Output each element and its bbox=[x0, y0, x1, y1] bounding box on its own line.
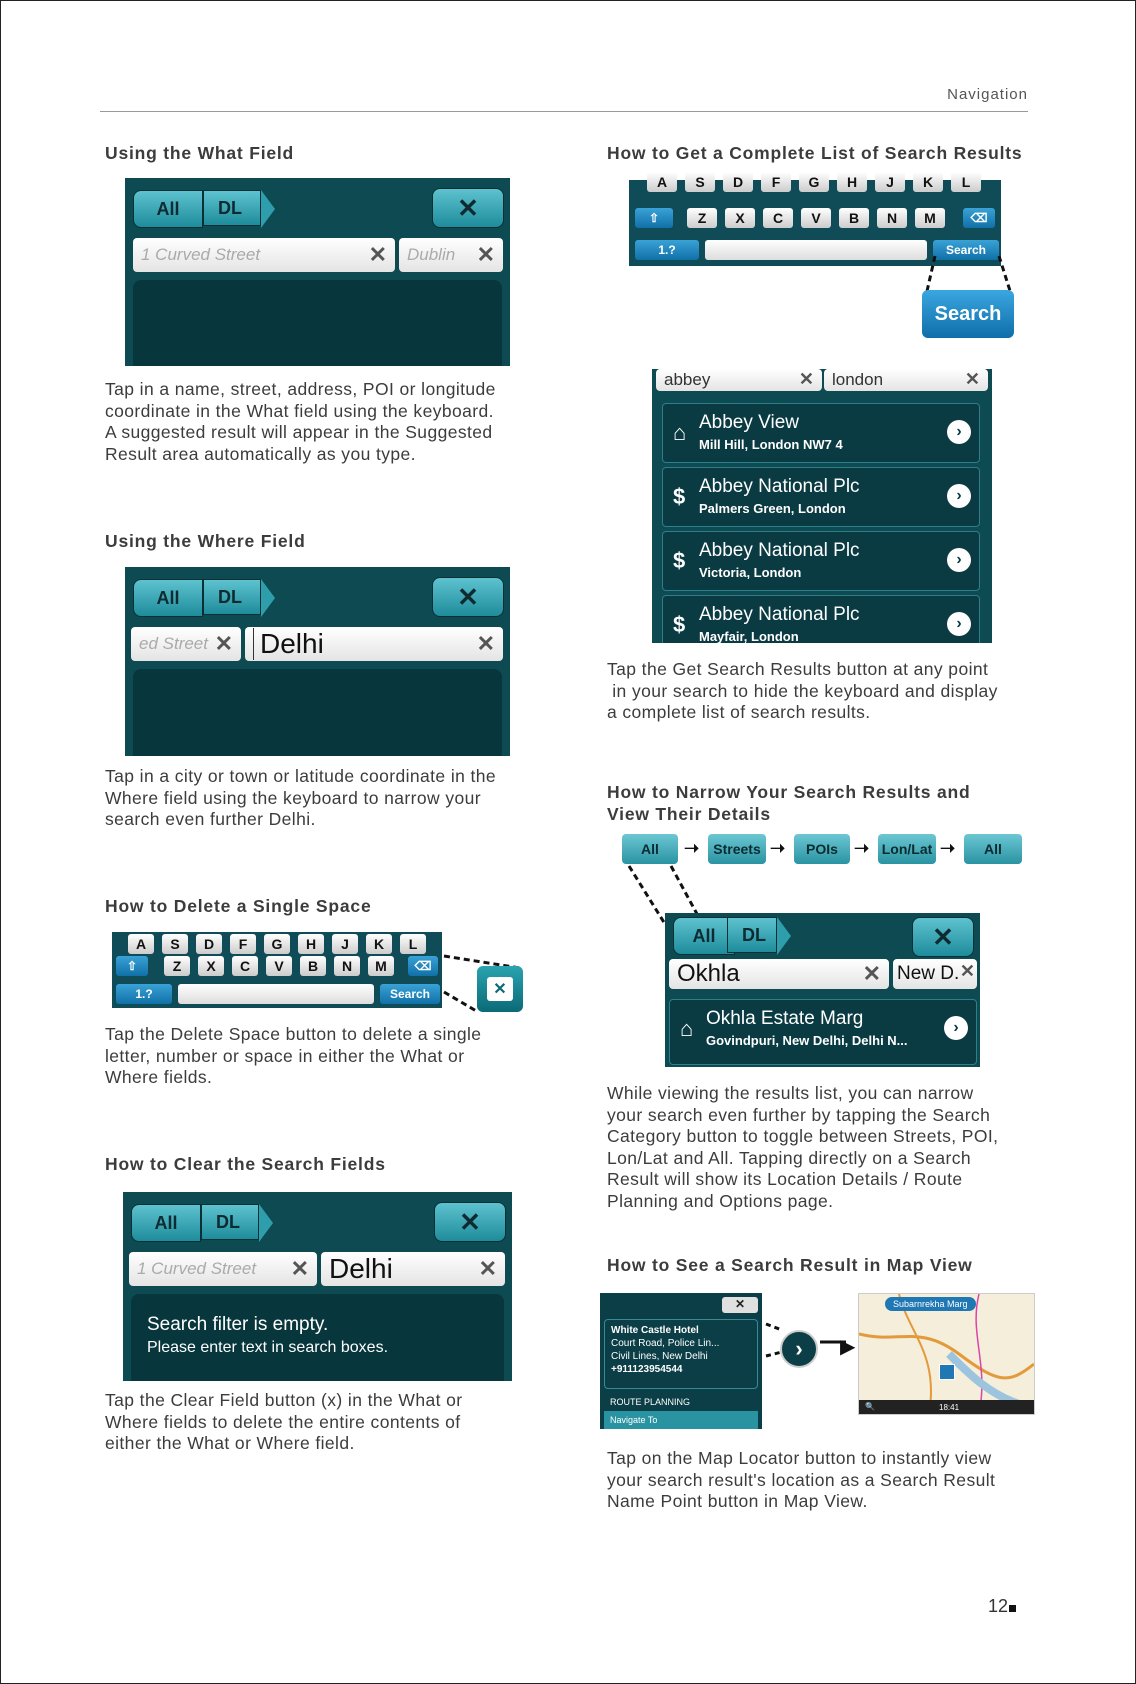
map-status-bar: 🔍 18:41 bbox=[859, 1400, 1034, 1414]
map-roads bbox=[859, 1294, 1034, 1414]
navigate-to-button[interactable]: Navigate To bbox=[604, 1411, 758, 1429]
suggested-result-area bbox=[133, 280, 502, 366]
key-g[interactable]: G bbox=[264, 934, 290, 954]
search-key[interactable]: Search bbox=[933, 240, 999, 260]
what-field-text: ed Street bbox=[139, 634, 208, 653]
key-z[interactable]: Z bbox=[164, 956, 190, 976]
empty-filter-message: Search filter is empty. Please enter text in search boxes. bbox=[131, 1294, 504, 1381]
location-details-card: White Castle Hotel Court Road, Police Lin... Civil Lines, New Delhi +911123954544 bbox=[604, 1319, 758, 1389]
space-key[interactable] bbox=[705, 240, 927, 260]
all-category-button[interactable]: All bbox=[131, 1204, 201, 1242]
key-j[interactable]: J bbox=[875, 172, 905, 192]
dollar-icon: $ bbox=[673, 484, 686, 509]
key-k[interactable]: K bbox=[913, 172, 943, 192]
key-j[interactable]: J bbox=[332, 934, 358, 954]
what-field[interactable]: Okhla ✕ bbox=[669, 959, 889, 989]
clear-fields-screenshot bbox=[123, 1192, 512, 1381]
heading-clear-fields: How to Clear the Search Fields bbox=[105, 1154, 386, 1174]
category-all-button[interactable]: All bbox=[622, 834, 678, 864]
section-header: Navigation bbox=[947, 86, 1028, 103]
dl-tab-arrow bbox=[261, 579, 275, 617]
shift-key[interactable]: ⇧ bbox=[635, 208, 673, 228]
key-s[interactable]: S bbox=[162, 934, 188, 954]
where-field-text: Delhi bbox=[253, 628, 324, 660]
clear-what-icon[interactable]: ✕ bbox=[368, 242, 387, 267]
heading-map-view: How to See a Search Result in Map View bbox=[607, 1255, 973, 1275]
dollar-icon: $ bbox=[673, 548, 686, 573]
close-button[interactable]: ✕ bbox=[432, 577, 504, 617]
key-x[interactable]: X bbox=[725, 208, 755, 228]
chevron-right-icon[interactable]: › bbox=[947, 612, 971, 636]
key-k[interactable]: K bbox=[366, 934, 392, 954]
key-a[interactable]: A bbox=[647, 172, 677, 192]
what-field-screenshot bbox=[125, 178, 510, 366]
key-x[interactable]: X bbox=[198, 956, 224, 976]
all-category-button[interactable]: All bbox=[133, 190, 203, 228]
key-c[interactable]: C bbox=[763, 208, 793, 228]
dl-category-button[interactable]: DL bbox=[203, 190, 261, 226]
dl-tab-arrow bbox=[777, 917, 791, 955]
arrow-icon: ➝ bbox=[770, 838, 786, 858]
key-n[interactable]: N bbox=[334, 956, 360, 976]
dl-category-button[interactable]: DL bbox=[727, 917, 777, 953]
header-divider bbox=[100, 111, 1028, 112]
what-field-description: Tap in a name, street, address, POI or longitude coordinate in the What field using the keyboard. A suggested result will appear in the Suggested Result area automatically as you type. bbox=[105, 379, 496, 464]
search-result-item[interactable]: ⌂ Okhla Estate Marg Govindpuri, New Delhi, Delhi N... › bbox=[669, 999, 977, 1065]
key-d[interactable]: D bbox=[723, 172, 753, 192]
key-l[interactable]: L bbox=[951, 172, 981, 192]
result-subtitle: Victoria, London bbox=[699, 565, 802, 580]
get-search-results-button[interactable]: Search bbox=[922, 290, 1014, 338]
map-view-screenshot bbox=[858, 1293, 1035, 1415]
narrow-results-description: While viewing the results list, you can narrow your search even further by tapping the Search Category button to toggle between Streets, POI, Lon/Lat and All. Tapping directly on a Search Result will show its Location Details / Route Planning and Options page. bbox=[607, 1083, 999, 1211]
key-l[interactable]: L bbox=[400, 934, 426, 954]
result-subtitle: Palmers Green, London bbox=[699, 501, 846, 516]
all-category-button[interactable]: All bbox=[133, 579, 203, 617]
where-field[interactable]: london ✕ bbox=[824, 369, 988, 391]
numbers-key[interactable]: 1.? bbox=[116, 984, 172, 1004]
dl-tab-arrow bbox=[261, 190, 275, 228]
search-result-item[interactable] bbox=[662, 595, 980, 643]
clear-where-icon[interactable]: ✕ bbox=[476, 631, 495, 656]
what-field-text: 1 Curved Street bbox=[141, 245, 261, 264]
heading-delete-space: How to Delete a Single Space bbox=[105, 896, 372, 916]
close-button[interactable]: ✕ bbox=[434, 1202, 506, 1242]
category-all-button-2[interactable]: All bbox=[964, 834, 1022, 864]
result-title: Abbey View bbox=[699, 412, 799, 433]
close-button[interactable]: ✕ bbox=[912, 917, 974, 957]
search-result-item[interactable] bbox=[662, 403, 980, 463]
location-pin-icon[interactable] bbox=[939, 1364, 955, 1380]
delete-key[interactable]: ⌫ bbox=[408, 956, 438, 976]
heading-complete-list: How to Get a Complete List of Search Results bbox=[607, 143, 1023, 163]
where-field[interactable] bbox=[399, 238, 503, 272]
where-field-description: Tap in a city or town or latitude coordinate in the Where field using the keyboard to narrow your search even further Delhi. bbox=[105, 766, 497, 829]
key-b[interactable]: B bbox=[839, 208, 869, 228]
clear-where-icon[interactable]: ✕ bbox=[478, 1256, 497, 1281]
key-z[interactable]: Z bbox=[687, 208, 717, 228]
route-planning-label: ROUTE PLANNING bbox=[610, 1397, 691, 1407]
clear-fields-description: Tap the Clear Field button (x) in the What or Where fields to delete the entire contents of either the What or Where field. bbox=[105, 1390, 463, 1453]
clear-what-icon[interactable]: ✕ bbox=[214, 631, 233, 656]
search-result-item[interactable] bbox=[662, 467, 980, 527]
chevron-right-icon[interactable]: › bbox=[947, 548, 971, 572]
result-title: Abbey National Plc bbox=[699, 604, 860, 625]
what-field[interactable] bbox=[129, 1252, 317, 1286]
key-f[interactable]: F bbox=[761, 172, 791, 192]
delete-key[interactable]: ⌫ bbox=[963, 208, 995, 228]
where-field[interactable] bbox=[245, 627, 503, 661]
heading-where-field: Using the Where Field bbox=[105, 531, 306, 551]
home-icon: ⌂ bbox=[680, 1016, 694, 1041]
search-results-list bbox=[652, 369, 992, 643]
complete-list-description: Tap the Get Search Results button at any point in your search to hide the keyboard and display a complete list of search results. bbox=[607, 659, 998, 722]
map-street-label: Subarnrekha Marg bbox=[885, 1297, 976, 1311]
location-details-screenshot bbox=[600, 1293, 762, 1429]
category-pois-button[interactable]: POIs bbox=[794, 834, 850, 864]
chevron-right-icon[interactable]: › bbox=[944, 1016, 968, 1040]
shift-key[interactable]: ⇧ bbox=[116, 956, 148, 976]
heading-what-field: Using the What Field bbox=[105, 143, 295, 163]
result-title: Abbey National Plc bbox=[699, 540, 860, 561]
where-field-text: Delhi bbox=[329, 1253, 393, 1284]
what-field[interactable]: abbey ✕ bbox=[656, 369, 822, 391]
key-m[interactable]: M bbox=[915, 208, 945, 228]
what-field-text: 1 Curved Street bbox=[137, 1259, 257, 1278]
what-field[interactable] bbox=[131, 627, 241, 661]
key-d[interactable]: D bbox=[196, 934, 222, 954]
dl-tab-arrow bbox=[259, 1204, 273, 1242]
arrow-icon: ▶ bbox=[840, 1336, 856, 1358]
chevron-right-icon[interactable]: › bbox=[947, 420, 971, 444]
search-key[interactable]: Search bbox=[380, 984, 440, 1004]
what-field[interactable] bbox=[133, 238, 395, 272]
page-number: 12 bbox=[988, 1596, 1016, 1617]
key-h[interactable]: H bbox=[298, 934, 324, 954]
home-icon: ⌂ bbox=[673, 420, 687, 445]
map-view-description: Tap on the Map Locator button to instantly view your search result's location as a Search Result Name Point button in Map View. bbox=[607, 1448, 996, 1511]
result-title: Abbey National Plc bbox=[699, 476, 860, 497]
numbers-key[interactable]: 1.? bbox=[635, 240, 699, 260]
category-lonlat-button[interactable]: Lon/Lat bbox=[878, 834, 936, 864]
category-streets-button[interactable]: Streets bbox=[708, 834, 766, 864]
zoom-icon[interactable]: 🔍 bbox=[865, 1402, 875, 1411]
where-field[interactable]: New D. ✕ bbox=[893, 959, 977, 989]
delete-icon: ✕ bbox=[487, 977, 512, 1001]
result-subtitle: Mayfair, London bbox=[699, 629, 799, 643]
key-a[interactable]: A bbox=[128, 934, 154, 954]
key-m[interactable]: M bbox=[368, 956, 394, 976]
keyboard-delete-example bbox=[112, 932, 442, 1008]
search-result-item[interactable] bbox=[662, 531, 980, 591]
close-button[interactable]: ✕ bbox=[432, 188, 504, 228]
key-s[interactable]: S bbox=[685, 172, 715, 192]
where-field[interactable] bbox=[321, 1252, 505, 1286]
delete-space-description: Tap the Delete Space button to delete a single letter, number or space in either the What or Where fields. bbox=[105, 1024, 482, 1087]
dl-category-button[interactable]: DL bbox=[203, 579, 261, 615]
arrow-icon: ➝ bbox=[854, 838, 870, 858]
close-button[interactable]: ✕ bbox=[722, 1297, 758, 1313]
space-key[interactable] bbox=[178, 984, 374, 1004]
suggested-result-area bbox=[133, 669, 502, 756]
arrow-icon: ➝ bbox=[940, 838, 956, 858]
delete-key-callout[interactable] bbox=[477, 966, 523, 1012]
where-field-screenshot bbox=[125, 567, 510, 756]
key-n[interactable]: N bbox=[877, 208, 907, 228]
dollar-icon: $ bbox=[673, 612, 686, 637]
key-g[interactable]: G bbox=[799, 172, 829, 192]
dl-category-button[interactable]: DL bbox=[201, 1204, 259, 1240]
clear-where-icon[interactable]: ✕ bbox=[476, 242, 495, 267]
narrow-results-screenshot bbox=[665, 913, 980, 1067]
all-category-button[interactable]: All bbox=[673, 917, 735, 955]
key-c[interactable]: C bbox=[232, 956, 258, 976]
clear-what-icon[interactable]: ✕ bbox=[290, 1256, 309, 1281]
chevron-right-icon[interactable]: › bbox=[947, 484, 971, 508]
result-subtitle: Mill Hill, London NW7 4 bbox=[699, 437, 843, 452]
key-v[interactable]: V bbox=[801, 208, 831, 228]
key-b[interactable]: B bbox=[300, 956, 326, 976]
key-h[interactable]: H bbox=[837, 172, 867, 192]
where-field-text: Dublin bbox=[407, 245, 456, 264]
arrow-icon: ➝ bbox=[684, 838, 700, 858]
heading-narrow-results: How to Narrow Your Search Results and View Their Details bbox=[607, 782, 971, 824]
key-f[interactable]: F bbox=[230, 934, 256, 954]
key-v[interactable]: V bbox=[266, 956, 292, 976]
map-locator-button[interactable]: › bbox=[780, 1330, 818, 1368]
